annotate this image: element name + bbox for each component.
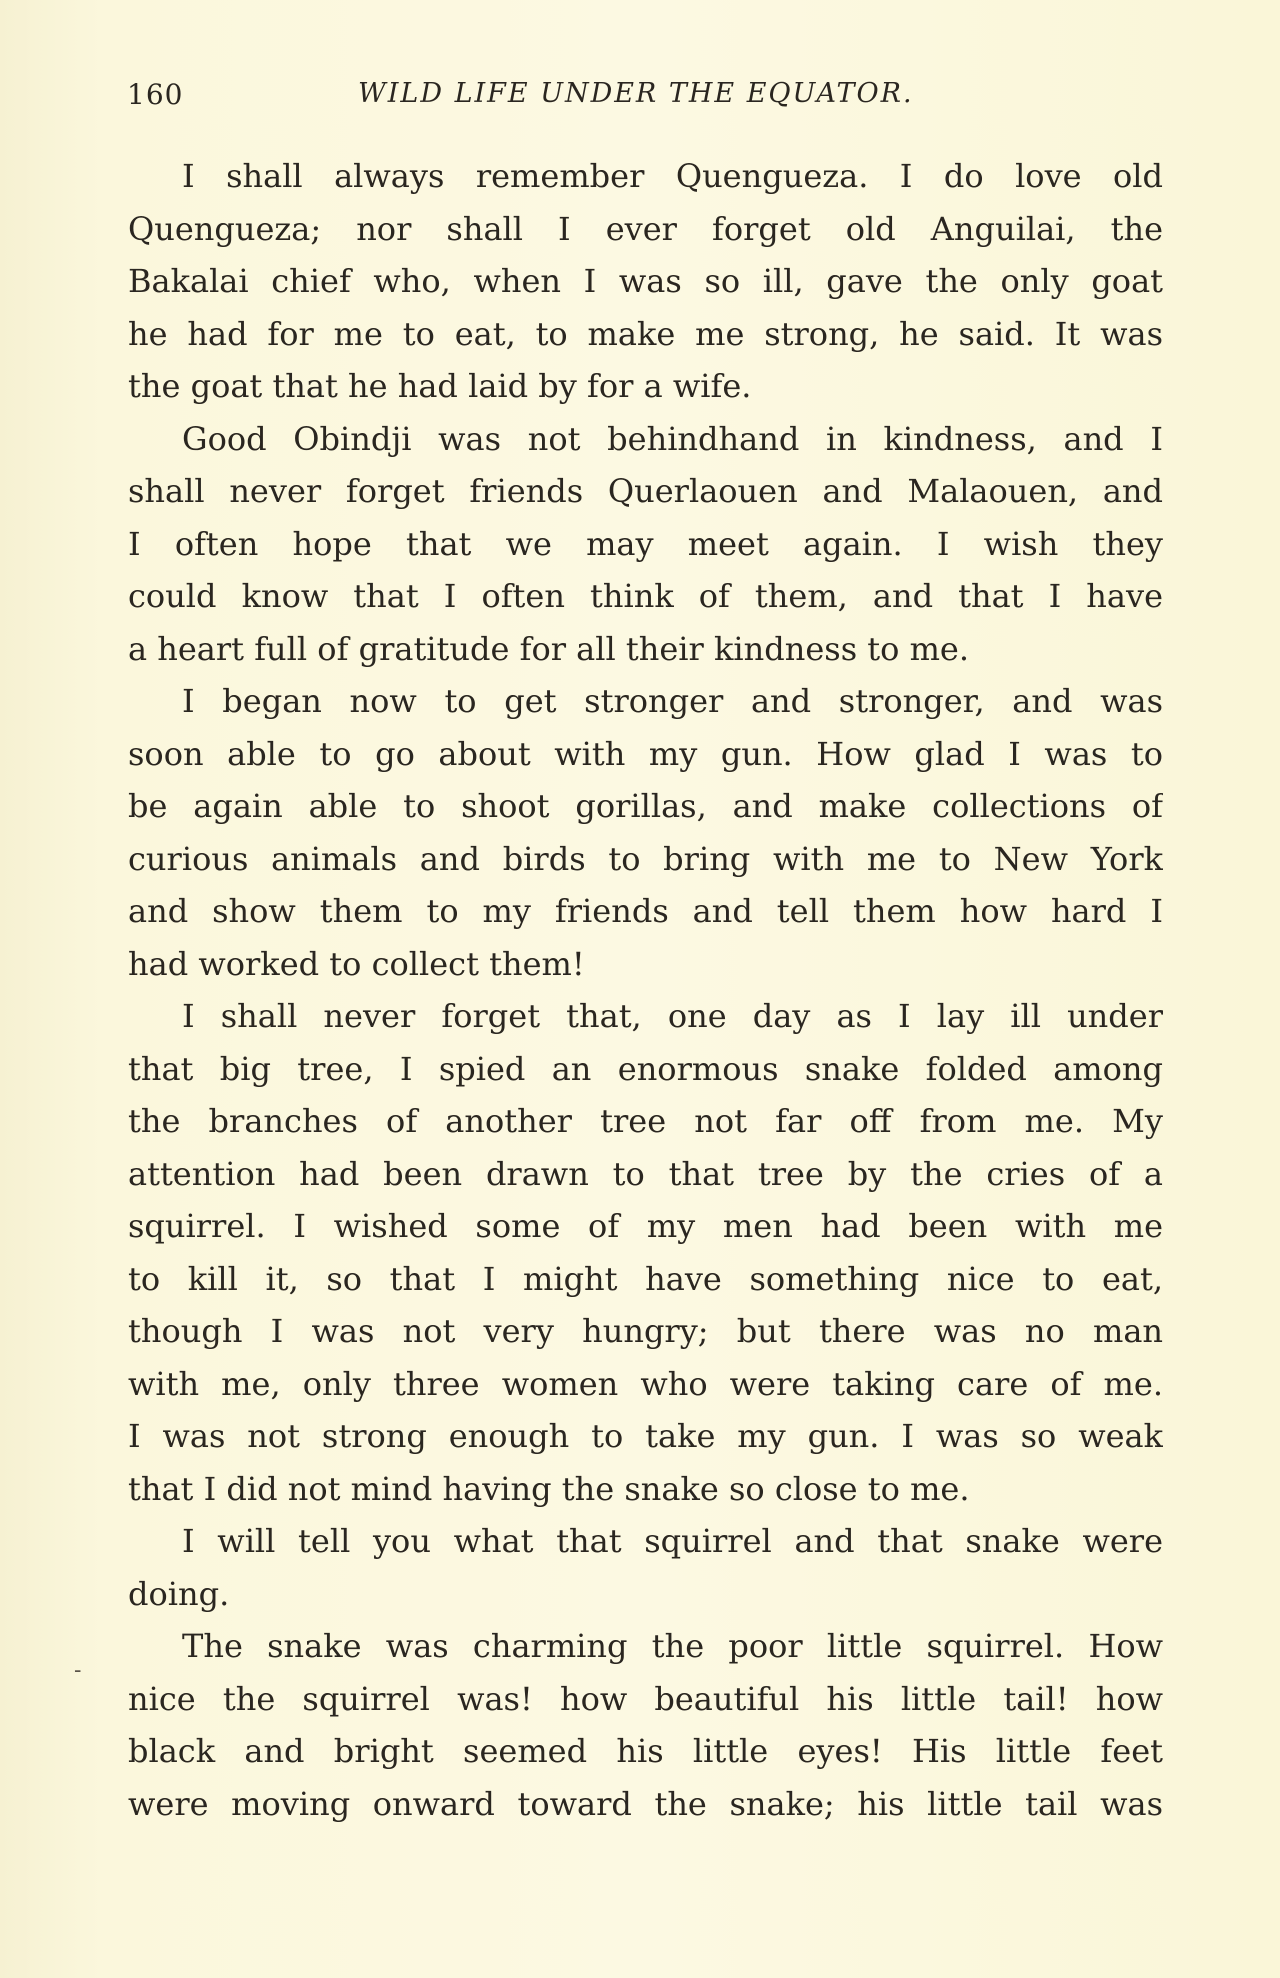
text-line: had worked to collect them!	[128, 944, 585, 983]
text-line: I began now to get stronger and stronger, and was	[182, 682, 1163, 720]
text-line: nice the squirrel was! how beautiful his little tail! how	[128, 1679, 1163, 1718]
text-line: squirrel. I wished some of my men had been with me	[128, 1207, 1163, 1245]
text-line: Bakalai chief who, when I was so ill, gave the only goat	[128, 262, 1163, 300]
text-line: black and bright seemed his little eyes! His little feet	[128, 1732, 1163, 1770]
text-line: I often hope that we may meet again. I wish they	[128, 524, 1163, 563]
text-line: soon able to go about with my gun. How glad I was to	[128, 734, 1163, 773]
text-line: Quengueza; nor shall I ever forget old Anguilai, the	[128, 209, 1163, 248]
running-head-title: WILD LIFE UNDER THE EQUATOR.	[358, 78, 914, 109]
text-line: doing.	[128, 1574, 230, 1613]
running-head	[127, 78, 1157, 118]
text-line: I shall always remember Quengueza. I do love old	[182, 157, 1163, 195]
text-line: to kill it, so that I might have something nice to eat,	[128, 1259, 1163, 1298]
text-line: The snake was charming the poor little squirrel. How	[182, 1627, 1163, 1665]
text-line: I shall never forget that, one day as I lay ill under	[182, 997, 1163, 1035]
text-line: with me, only three women who were taking care of me.	[128, 1364, 1163, 1403]
text-line: I will tell you what that squirrel and that snake were	[182, 1522, 1163, 1560]
body-text	[128, 150, 1163, 1830]
text-line: I was not strong enough to take my gun. I was so weak	[128, 1417, 1163, 1455]
text-line: attention had been drawn to that tree by the cries of a	[128, 1154, 1163, 1193]
text-line: and show them to my friends and tell them how hard I	[128, 892, 1163, 930]
text-line: curious animals and birds to bring with me to New York	[128, 839, 1163, 878]
text-line: he had for me to eat, to make me strong, he said. It was	[128, 314, 1163, 353]
text-line: shall never forget friends Querlaouen and Malaouen, and	[128, 472, 1163, 510]
text-line: could know that I often think of them, and that I have	[128, 577, 1163, 615]
text-line: that I did not mind having the snake so close to me.	[128, 1469, 970, 1508]
text-line: Good Obindji was not behindhand in kindness, and I	[182, 419, 1163, 458]
stray-margin-mark: -	[74, 1658, 82, 1683]
text-line: that big tree, I spied an enormous snake folded among	[128, 1049, 1163, 1088]
text-line: though I was not very hungry; but there was no man	[128, 1312, 1163, 1350]
text-line: the branches of another tree not far off from me. My	[128, 1102, 1163, 1140]
text-line: the goat that he had laid by for a wife.	[128, 367, 752, 405]
text-line: be again able to shoot gorillas, and make collections of	[128, 787, 1163, 825]
text-line: a heart full of gratitude for all their kindness to me.	[128, 629, 970, 668]
text-line: were moving onward toward the snake; his little tail was	[128, 1784, 1163, 1823]
page-number: 160	[127, 78, 184, 111]
